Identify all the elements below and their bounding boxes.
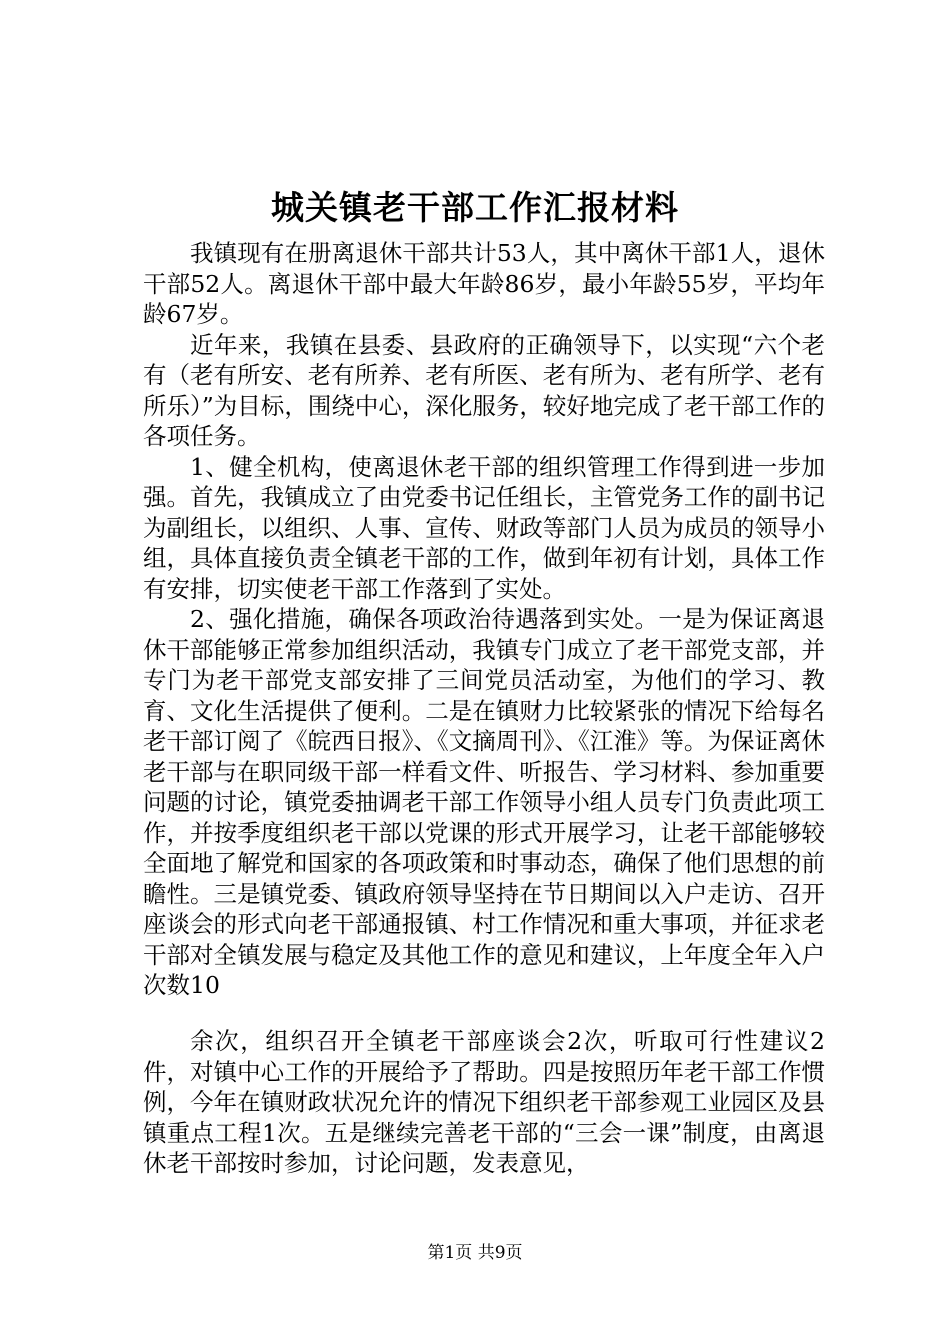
document-body xyxy=(143,238,825,1001)
page-footer: 第1页 共9页 xyxy=(427,1243,523,1263)
paragraph-continuation: 余次，组织召开全镇老干部座谈会2次，听取可行性建议2件，对镇中心工作的开展给予了帮助。四是按照历年老干部工作惯例，今年在镇财政状况允许的情况下组织老干部参观工业园区及县镇重点工程1次。五是继续完善老干部的“三会一课”制度，由离退休老干部按时参加，讨论问题，发表意见， xyxy=(143,1027,825,1177)
paragraph-organization: 1、健全机构，使离退休老干部的组织管理工作得到进一步加强。首先，我镇成立了由党委书记任组长，主管党务工作的副书记为副组长，以组织、人事、宣传、财政等部门人员为成员的领导小组，具体直接负责全镇老干部的工作，做到年初有计划，具体工作有安排，切实使老干部工作落到了实处。 xyxy=(143,452,825,603)
paragraph-measures: 2、强化措施，确保各项政治待遇落到实处。一是为保证离退休干部能够正常参加组织活动，我镇专门成立了老干部党支部，并专门为老干部党支部安排了三间党员活动室，为他们的学习、教育、文化生活提供了便利。二是在镇财力比较紧张的情况下给每名老干部订阅了《皖西日报》、《文摘周刊》、《江淮》等。为保证离休老干部与在职同级干部一样看文件、听报告、学习材料、参加重要问题的讨论，镇党委抽调老干部工作领导小组人员专门负责此项工作，并按季度组织老干部以党课的形式开展学习，让老干部能够较全面地了解党和国家的各项政策和时事动态，确保了他们思想的前瞻性。三是镇党委、镇政府领导坚持在节日期间以入户走访、召开座谈会的形式向老干部通报镇、村工作情况和重大事项，并征求老干部对全镇发展与稳定及其他工作的意见和建议，上年度全年入户次数10 xyxy=(143,605,825,999)
paragraph-introduction: 近年来，我镇在县委、县政府的正确领导下，以实现“六个老有（老有所安、老有所养、老有所医、老有所为、老有所学、老有所乐）”为目标，围绕中心，深化服务，较好地完成了老干部工作的各项任务。 xyxy=(143,330,825,450)
paragraph-staff-overview: 我镇现有在册离退休干部共计53人，其中离休干部1人，退休干部52人。离退休干部中最大年龄86岁，最小年龄55岁，平均年龄67岁。 xyxy=(143,239,825,328)
document-body-continued xyxy=(143,1026,825,1179)
document-title: 城关镇老干部工作汇报材料 xyxy=(271,188,679,227)
